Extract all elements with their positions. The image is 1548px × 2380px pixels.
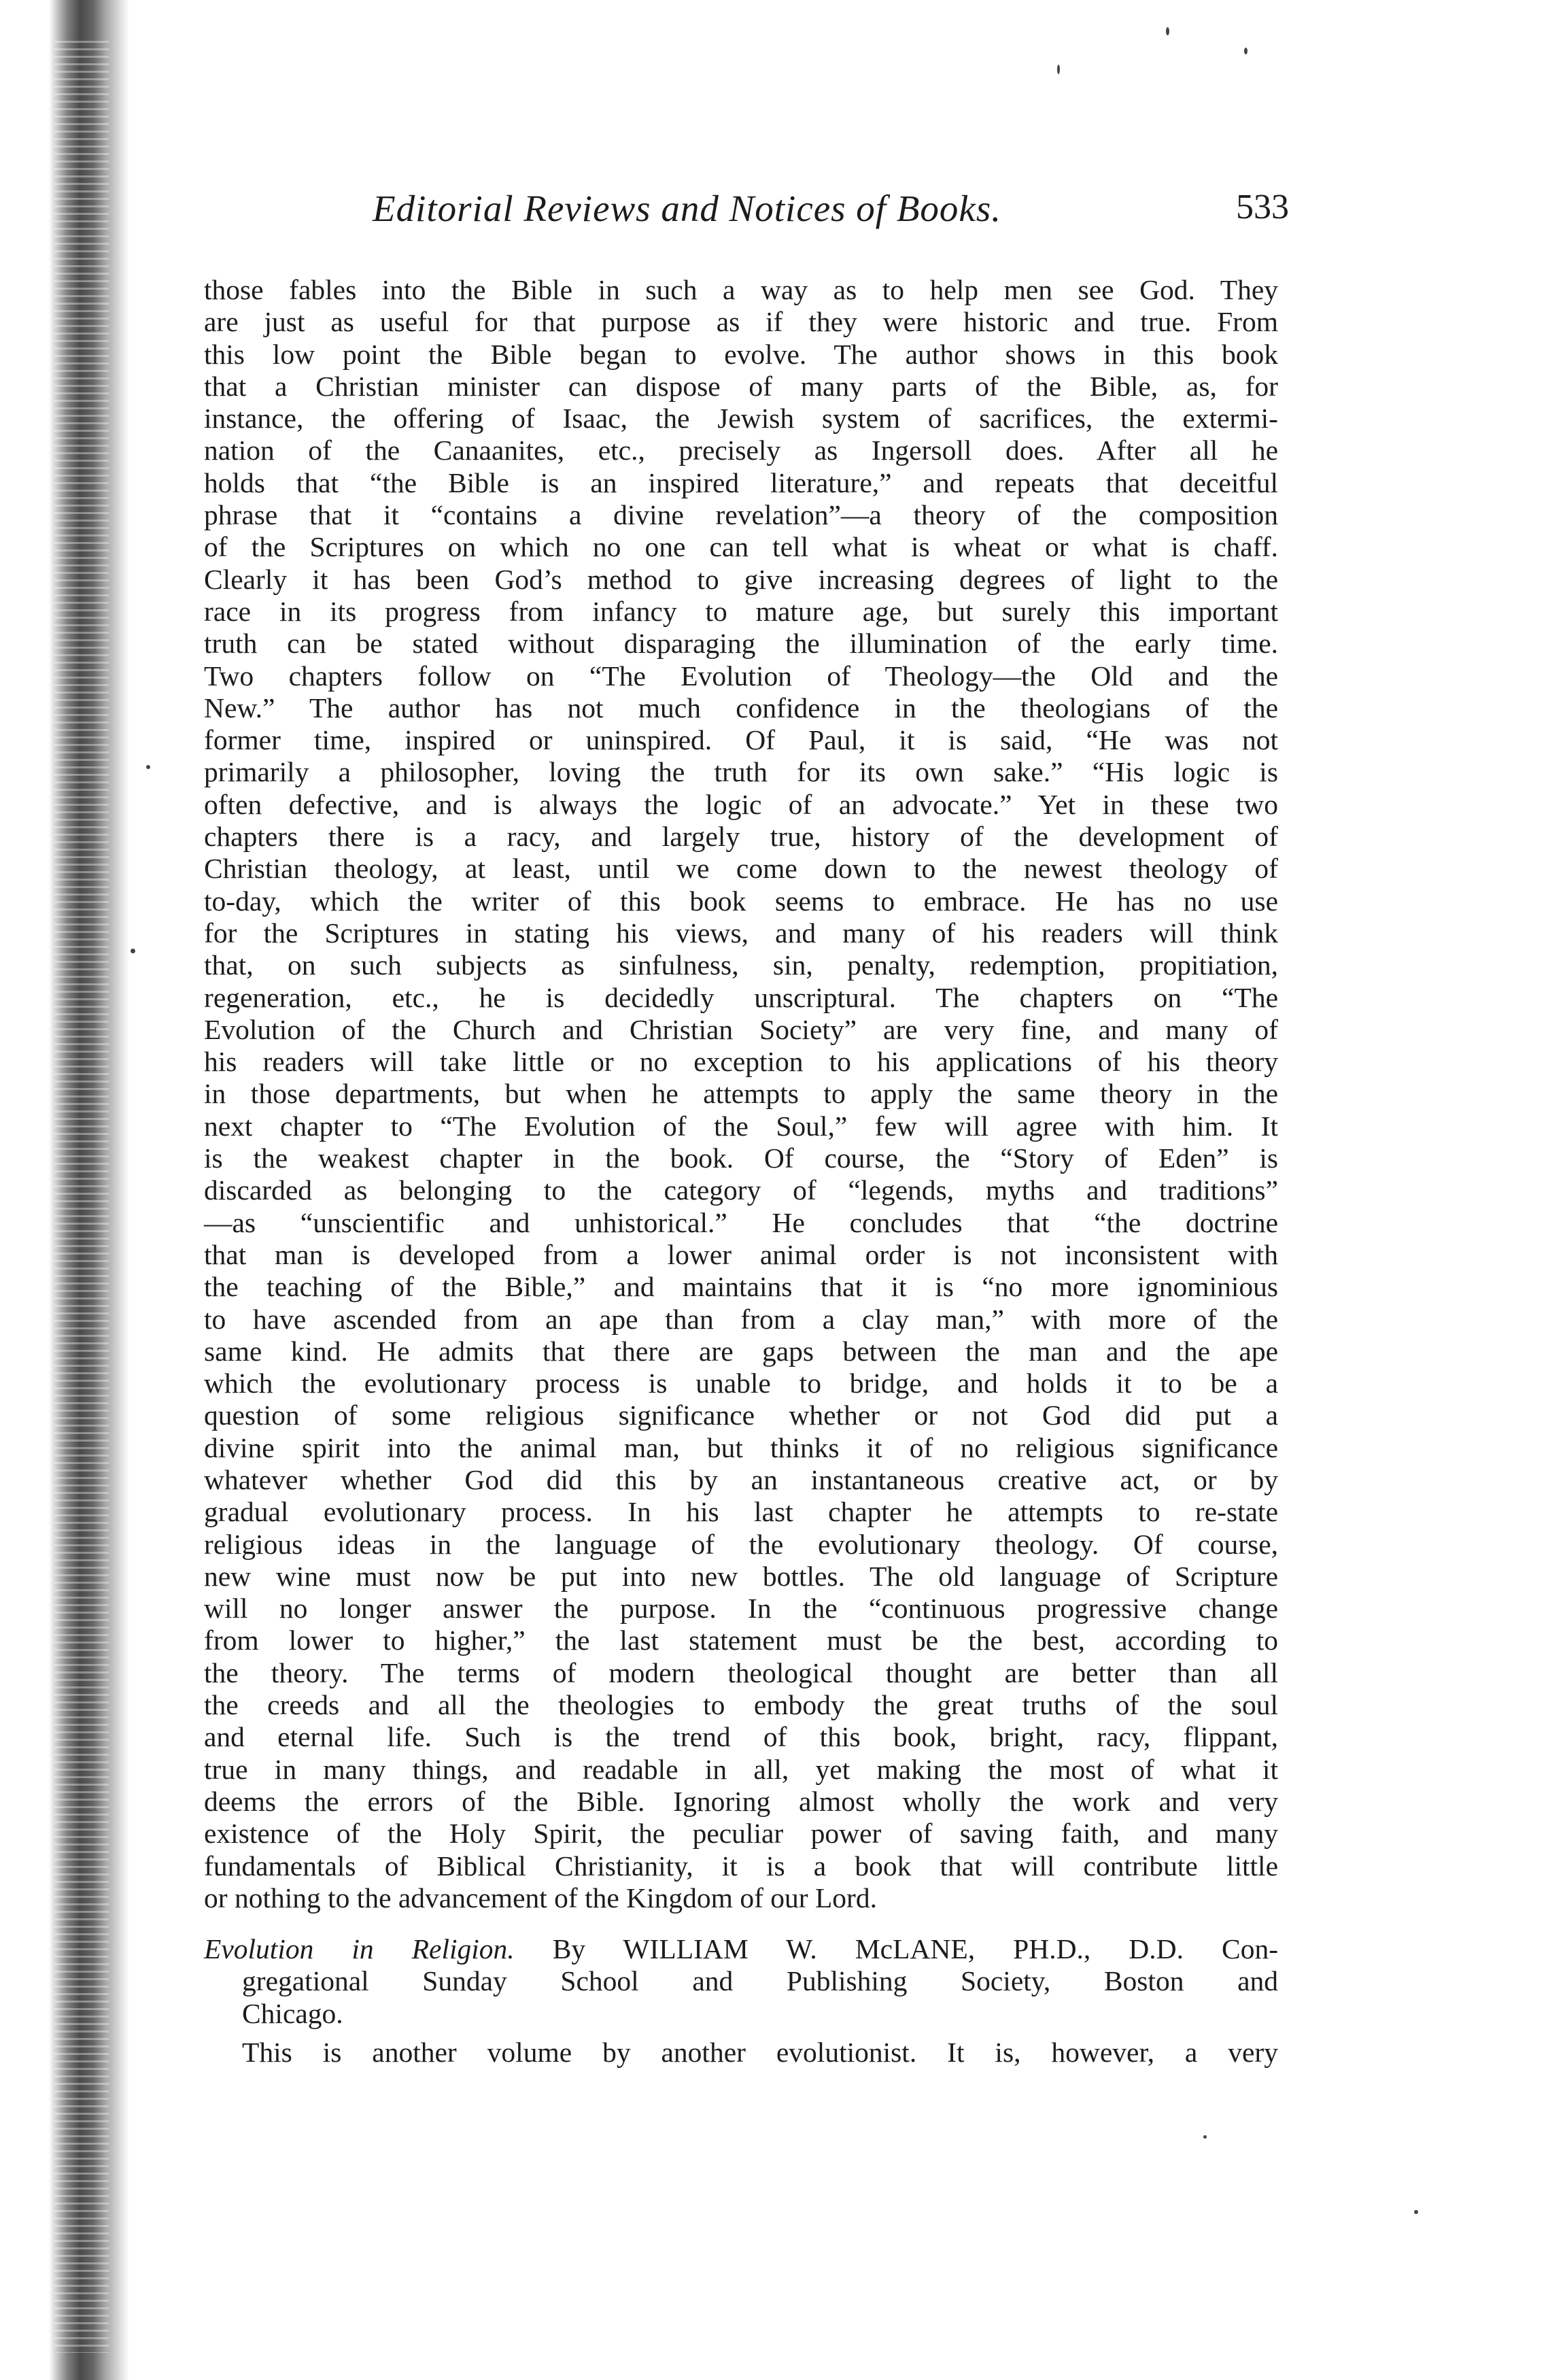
text-line: to-day, which the writer of this book seems to embrace. He has no use (204, 885, 1278, 917)
text-line: the creeds and all the theologies to embody the great truths of the soul (204, 1689, 1278, 1721)
text-line: regeneration, etc., he is decidedly unscriptural. The chapters on “The (204, 981, 1278, 1013)
text-line: are just as useful for that purpose as if they were historic and true. From (204, 306, 1278, 338)
running-head (373, 187, 1289, 241)
text-line: that, on such subjects as sinfulness, sin, penalty, redemption, propitiation, (204, 949, 1278, 981)
text-line: discarded as belonging to the category of “legends, myths and traditions” (204, 1174, 1278, 1206)
review-paragraph (204, 274, 1278, 1914)
scan-speck (1203, 2135, 1207, 2139)
text-line: which the evolutionary process is unable to bridge, and holds it to be a (204, 1367, 1278, 1399)
book-byline: By WILLIAM W. McLANE, PH.D., D.D. Con- (514, 1933, 1279, 1965)
text-line: instance, the offering of Isaac, the Jewish system of sacrifices, the extermi- (204, 403, 1278, 435)
text-line: that a Christian minister can dispose of many parts of the Bible, as, for (204, 370, 1278, 402)
text-line: chapters there is a racy, and largely true, history of the development of (204, 821, 1278, 853)
binding-texture (54, 41, 109, 2353)
book-title: Evolution in Religion. (204, 1933, 515, 1965)
body-text (204, 274, 1278, 2069)
text-line: often defective, and is always the logic of an advocate.” Yet in these two (204, 788, 1278, 820)
scan-speck (1414, 2210, 1418, 2214)
scan-speck (1244, 48, 1248, 54)
text-line: deems the errors of the Bible. Ignoring almost wholly the work and very (204, 1785, 1278, 1817)
text-line: race in its progress from infancy to mature age, but surely this important (204, 595, 1278, 627)
text-line: Clearly it has been God’s method to give increasing degrees of light to the (204, 563, 1278, 595)
text-line: question of some religious significance whether or not God did put a (204, 1399, 1278, 1431)
scan-speck (146, 765, 150, 769)
text-line: his readers will take little or no exception to his applications of his theory (204, 1046, 1278, 1078)
text-line: to have ascended from an ape than from a clay man,” with more of the (204, 1303, 1278, 1335)
text-line: nation of the Canaanites, etc., precisely as Ingersoll does. After all he (204, 435, 1278, 466)
text-line: those fables into the Bible in such a way as to help men see God. They (204, 274, 1278, 305)
review-opening-line: This is another volume by another evolutionist. It is, however, a very (242, 2037, 1278, 2069)
text-line: that man is developed from a lower animal order is not inconsistent with (204, 1238, 1278, 1270)
scan-speck (1057, 65, 1060, 74)
text-line: same kind. He admits that there are gaps between the man and the ape (204, 1335, 1278, 1367)
scan-speck (131, 949, 135, 953)
text-line: Evolution of the Church and Christian Society” are very fine, and many of (204, 1013, 1278, 1045)
next-review (204, 1933, 1278, 2069)
text-line: true in many things, and readable in all, yet making the most of what it (204, 1753, 1278, 1785)
text-line: the theory. The terms of modern theological thought are better than all (204, 1656, 1278, 1688)
text-line: this low point the Bible began to evolve. The author shows in this book (204, 338, 1278, 370)
text-line: divine spirit into the animal man, but thinks it of no religious significance (204, 1431, 1278, 1463)
text-line: former time, inspired or uninspired. Of Paul, it is said, “He was not (204, 724, 1278, 756)
text-line: is the weakest chapter in the book. Of course, the “Story of Eden” is (204, 1142, 1278, 1174)
publisher-line: Chicago. (242, 1997, 343, 2029)
text-line: fundamentals of Biblical Christianity, it is a book that will contribute little (204, 1850, 1278, 1882)
text-line: New.” The author has not much confidence in the theologians of the (204, 692, 1278, 724)
text-line: primarily a philosopher, loving the truth for its own sake.” “His logic is (204, 756, 1278, 788)
page-number: 533 (1236, 188, 1289, 226)
text-line: Two chapters follow on “The Evolution of Theology—the Old and the (204, 660, 1278, 692)
text-line: holds that “the Bible is an inspired literature,” and repeats that deceitful (204, 466, 1278, 498)
text-line: truth can be stated without disparaging the illumination of the early time. (204, 628, 1278, 660)
text-line: new wine must now be put into new bottles. The old language of Scripture (204, 1560, 1278, 1592)
section-gap (204, 1914, 1278, 1933)
text-line: —as “unscientific and unhistorical.” He concludes that “the doctrine (204, 1206, 1278, 1238)
text-line: phrase that it “contains a divine revelation”—a theory of the composition (204, 499, 1278, 531)
text-line: gradual evolutionary process. In his last chapter he attempts to re-state (204, 1496, 1278, 1528)
text-line: or nothing to the advancement of the Kingdom of our Lord. (204, 1882, 878, 1914)
text-line: and eternal life. Such is the trend of this book, bright, racy, flippant, (204, 1721, 1278, 1753)
text-line: next chapter to “The Evolution of the Soul,” few will agree with him. It (204, 1110, 1278, 1142)
text-line: will no longer answer the purpose. In the “continuous progressive change (204, 1593, 1278, 1625)
text-line: Christian theology, at least, until we come down to the newest theology of (204, 853, 1278, 885)
text-line: in those departments, but when he attempts to apply the same theory in the (204, 1078, 1278, 1110)
text-line: existence of the Holy Spirit, the peculiar power of saving faith, and many (204, 1818, 1278, 1850)
text-line: from lower to higher,” the last statement must be the best, according to (204, 1625, 1278, 1656)
text-line: whatever whether God did this by an instantaneous creative act, or by (204, 1463, 1278, 1495)
text-line: the teaching of the Bible,” and maintains that it is “no more ignominious (204, 1271, 1278, 1303)
book-citation-line (204, 1933, 1278, 1965)
running-title: Editorial Reviews and Notices of Books. (373, 188, 1001, 229)
publisher-line: gregational Sunday School and Publishing Society, Boston and (242, 1965, 1278, 1997)
scan-speck (1166, 27, 1169, 35)
text-line: of the Scriptures on which no one can tell what is wheat or what is chaff. (204, 531, 1278, 563)
text-line: religious ideas in the language of the evolutionary theology. Of course, (204, 1528, 1278, 1560)
text-line: for the Scriptures in stating his views, and many of his readers will think (204, 917, 1278, 949)
